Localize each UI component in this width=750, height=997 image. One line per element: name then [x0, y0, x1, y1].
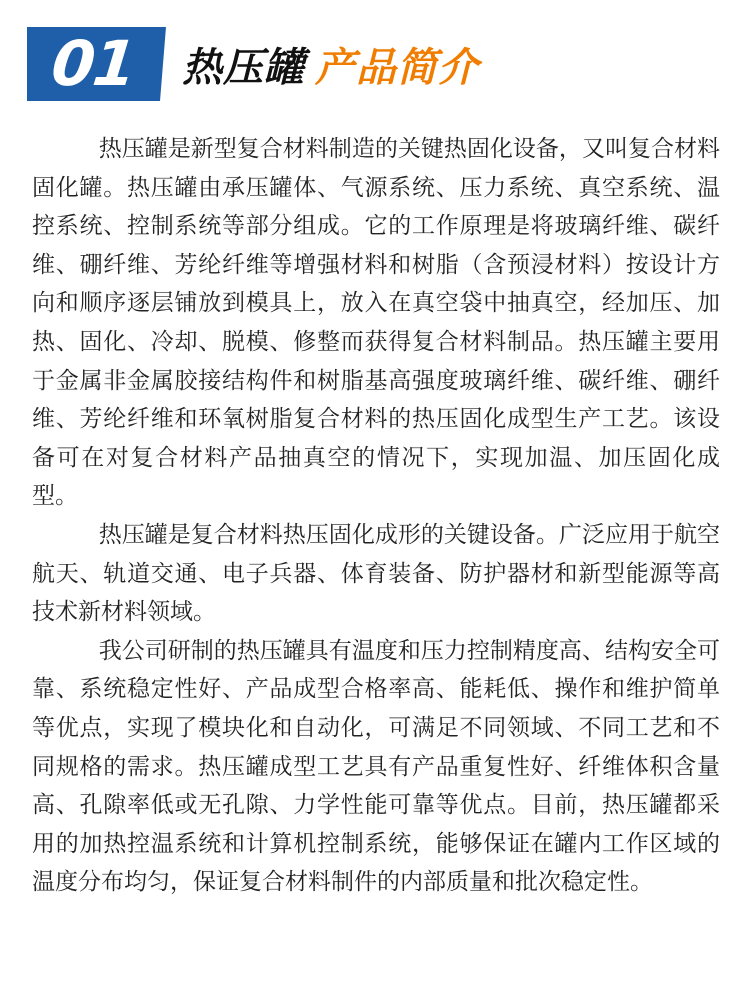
section-title-intro: 产品简介	[315, 44, 479, 91]
section-title-product: 热压罐	[182, 44, 305, 91]
section-number-badge	[27, 27, 160, 101]
section-number: 01	[48, 27, 139, 100]
paragraph-2: 热压罐是复合材料热压固化成形的关键设备。广泛应用于航空航天、轨道交通、电子兵器、体育装备、防护器材和新型能源等高技术新材料领域。	[32, 521, 720, 626]
article-body	[32, 130, 720, 902]
section-header	[27, 27, 479, 101]
paragraph-1: 热压罐是新型复合材料制造的关键热固化设备，又叫复合材料固化罐。热压罐由承压罐体、气源系统、压力系统、真空系统、温控系统、控制系统等部分组成。它的工作原理是将玻璃纤维、碳纤维、硼纤维、芳纶纤维等增强材料和树脂（含预浸材料）按设计方向和顺序逐层铺放到模具上，放入在真空袋中抽真空，经加压、加热、固化、冷却、脱模、修整而获得复合材料制品。热压罐主要用于金属非金属胶接结构件和树脂基高强度玻璃纤维、碳纤维、硼纤维、芳纶纤维和环氧树脂复合材料的热压固化成型生产工艺。该设备可在对复合材料产品抽真空的情况下，实现加温、加压固化成型。	[32, 136, 720, 510]
paragraph-3: 我公司研制的热压罐具有温度和压力控制精度高、结构安全可靠、系统稳定性好、产品成型合格率高、能耗低、操作和维护简单等优点，实现了模块化和自动化，可满足不同领域、不同工艺和不同规格的需求。热压罐成型工艺具有产品重复性好、纤维体积含量高、孔隙率低或无孔隙、力学性能可靠等优点。目前，热压罐都采用的加热控温系统和计算机控制系统，能够保证在罐内工作区域的温度分布均匀，保证复合材料制件的内部质量和批次稳定性。	[32, 637, 720, 896]
